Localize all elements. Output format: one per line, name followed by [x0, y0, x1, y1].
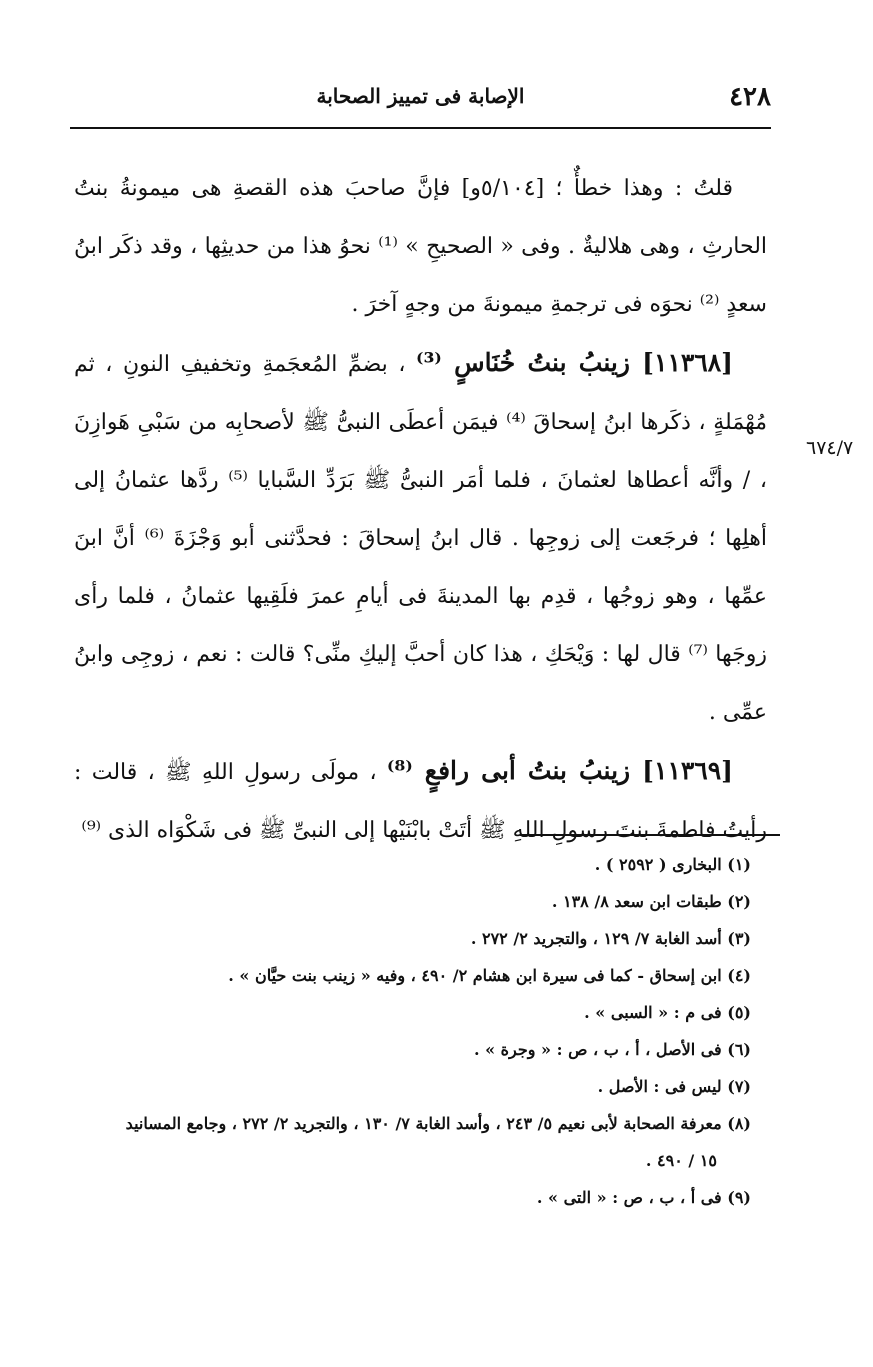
entry-11369-heading: [١١٣٦٩] زينبُ بنتُ أبى رافعٍ ⁽⁸⁾	[386, 756, 733, 785]
main-text	[74, 160, 767, 860]
header-rule	[70, 127, 771, 129]
entry-11368	[74, 334, 767, 742]
paragraph-1	[74, 160, 767, 334]
footnotes	[70, 846, 751, 1216]
footnote-8-continued: ١٥ / ٤٩٠ .	[645, 1151, 717, 1170]
footnote-6: (٦) فى الأصل ، أ ، ب ، ص : « وجرة » .	[473, 1040, 751, 1059]
footnote-8: (٨) معرفة الصحابة لأبى نعيم ٥/ ٢٤٣ ، وأسد الغابة ٧/ ١٣٠ ، والتجريد ٢/ ٢٧٢ ، وجامع المسانيد	[125, 1114, 751, 1133]
footnote-rule	[520, 834, 780, 836]
paragraph-1-text: قلتُ : وهذا خطأٌ ؛ [٥/١٠٤و] فإنَّ صاحبَ هذه القصةِ هى ميمونةُ بنتُ الحارثِ ، وهى هلاليةٌ . وفى « الصحيحِ » ⁽¹⁾ نحوُ هذا من حديثِها ، وقد ذكَر ابنُ سعدٍ ⁽²⁾ نحوَه فى ترجمةِ ميمونةَ من وجهٍ آخرَ .	[74, 176, 768, 317]
running-title: الإصابة فى تمييز الصحابة	[316, 84, 525, 108]
footnote-5: (٥) فى م : « السبى » .	[584, 1003, 751, 1022]
footnote-7: (٧) ليس فى : الأصل .	[597, 1077, 751, 1096]
page-header	[70, 78, 771, 124]
footnote-9: (٩) فى أ ، ب ، ص : « التى » .	[536, 1188, 751, 1207]
footnote-4: (٤) ابن إسحاق - كما فى سيرة ابن هشام ٢/ ٤٩٠ ، وفيه « زينب بنت حيَّان » .	[228, 966, 751, 985]
entry-11368-text: ، بضمِّ المُعجَمةِ وتخفيفِ النونِ ، ثم مُهْمَلةٍ ، ذكَرها ابنُ إسحاقَ ⁽⁴⁾ فيمَن أعطَى النبىُّ ﷺ لأصحابِه من سَبْىِ هَوازِنَ ، / وأنَّه أعطاها لعثمانَ ، فلما أمَر النبىُّ ﷺ بَرَدِّ السَّبايا ⁽⁵⁾ ردَّها عثمانُ إلى أهلِها ؛ فرجَعت إلى زوجِها . قال ابنُ إسحاقَ : فحدَّثنى أبو وَجْزَةَ ⁽⁶⁾ أنَّ ابنَ عمِّها ، وهو زوجُها ، قدِم بها المدينةَ فى أيامِ عمرَ فلَقِيها عثمانُ ، فلما رأى زوجَها ⁽⁷⁾ قال لها : وَيْحَكِ ، هذا كان أحبَّ إليكِ منِّى؟ قالت : نعم ، زوجِى وابنُ عمِّى .	[74, 352, 767, 725]
footnote-3: (٣) أسد الغابة ٧/ ١٢٩ ، والتجريد ٢/ ٢٧٢ .	[470, 929, 751, 948]
entry-11368-heading: [١١٣٦٨] زينبُ بنتُ خُنَاسٍ ⁽³⁾	[415, 348, 733, 377]
footnote-1: (١) البخارى ( ٢٥٩٢ ) .	[594, 855, 751, 874]
margin-reference: ٦٧٤/٧	[806, 437, 854, 459]
entry-11369-text: ، مولَى رسولِ اللهِ ﷺ ، قالت : رأيتُ فاطمةَ بنتَ رسولِ اللهِ ﷺ أتَتْ بابْنَيْها إلى النبىِّ ﷺ فى شَكْوَاه الذى ⁽⁹⁾	[74, 760, 767, 843]
page-number: ٤٢٨	[729, 82, 771, 112]
entry-11369	[74, 742, 767, 860]
footnote-2: (٢) طبقات ابن سعد ٨/ ١٣٨ .	[551, 892, 751, 911]
